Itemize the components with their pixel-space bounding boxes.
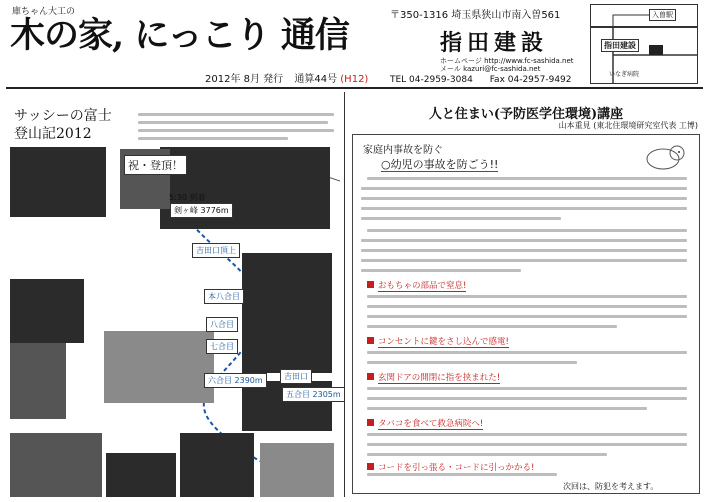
trailhead-label: 吉田口 bbox=[280, 369, 312, 384]
map-station-label: 入曽駅 bbox=[649, 9, 676, 21]
peak-label: 剣ヶ峰 3776m bbox=[170, 203, 233, 218]
start-photo bbox=[10, 433, 102, 497]
bullet-square bbox=[367, 281, 374, 288]
trailhead-photo bbox=[106, 453, 176, 497]
sea-of-clouds-photo bbox=[242, 313, 332, 373]
bullet-square bbox=[367, 337, 374, 344]
fuji-title-line2: 登山記2012 bbox=[14, 126, 92, 142]
bullet-square bbox=[367, 463, 374, 470]
next-issue-note: 次回は、防犯を考えます。 bbox=[563, 482, 659, 491]
crowd-photo bbox=[180, 433, 254, 497]
case-1 bbox=[367, 279, 466, 291]
map-hospital-label: いなぎ病院 bbox=[609, 71, 640, 78]
climbers-photo bbox=[104, 331, 214, 403]
summit-group-photo bbox=[10, 147, 106, 217]
station-label-hon8: 本八合目 bbox=[204, 289, 244, 304]
issue-number: 通算44号 bbox=[294, 74, 338, 85]
web-link[interactable]: ホームページ http://www.fc-sashida.net bbox=[440, 57, 574, 65]
case-4-title: タバコを食べて救急病院へ! bbox=[378, 419, 484, 429]
map-company-label: 指田建設 bbox=[601, 39, 639, 52]
case-5-title: コードを引っ張る・コードに引っかかる! bbox=[378, 463, 535, 473]
station-label-5: 五合目 2305m bbox=[282, 387, 345, 402]
fuji-title-line1: サッシーの富士 bbox=[14, 108, 112, 124]
station-label-7: 七合目 bbox=[206, 339, 238, 354]
location-map bbox=[590, 4, 698, 84]
mascot-icon bbox=[643, 143, 689, 171]
fifth-station-photo bbox=[260, 443, 334, 497]
company-phone bbox=[390, 75, 572, 85]
fuji-title bbox=[14, 107, 112, 143]
column-title: 人と住まい(予防医学住環境)講座 bbox=[428, 107, 624, 122]
station-label-6: 六合目 2390m bbox=[204, 373, 267, 388]
company-web bbox=[440, 57, 574, 73]
issue-info bbox=[205, 70, 368, 85]
summit-celebration-label: 祝・登頂！ bbox=[124, 155, 187, 175]
column-divider bbox=[344, 92, 345, 497]
company-name: 指田建設 bbox=[440, 30, 549, 56]
arrival-time-label: 5:30 到着 bbox=[169, 193, 206, 202]
article-box bbox=[352, 134, 700, 494]
hut-photo bbox=[10, 279, 84, 343]
column-byline: 山本重見 (東北住環境研究室代表 工博) bbox=[558, 121, 698, 130]
night-photo bbox=[242, 253, 332, 313]
case-4 bbox=[367, 417, 483, 429]
case-1-title: おもちゃの部品で窒息! bbox=[378, 281, 467, 291]
case-2 bbox=[367, 335, 509, 347]
station-label-yoshida-top: 吉田口頂上 bbox=[192, 243, 240, 258]
case-2-title: コンセントに鍵をさし込んで感電! bbox=[378, 337, 509, 347]
case-3-title: 玄関ドアの開閉に指を挟まれた! bbox=[378, 373, 501, 383]
masthead-tagline: 庫ちゃん大工の bbox=[12, 7, 76, 17]
newsletter-title: 木の家, にっこり 通信 bbox=[10, 15, 349, 56]
tel-number: TEL 04-2959-3084 bbox=[390, 75, 473, 85]
company-address: 〒350-1316 埼玉県狭山市南入曽561 bbox=[390, 10, 561, 21]
station-label-8: 八合目 bbox=[206, 317, 238, 332]
trail-photo bbox=[10, 343, 66, 419]
case-5 bbox=[367, 461, 534, 473]
email-link[interactable]: メール kazuri@fc-sashida.net bbox=[440, 65, 541, 73]
issue-code: (H12) bbox=[340, 74, 369, 85]
article-subheading-text: ○幼児の事故を防ごう!! bbox=[381, 158, 499, 171]
issue-date: 2012年 8月 発行 bbox=[205, 74, 284, 85]
article-subheading bbox=[381, 156, 498, 172]
health-housing-section bbox=[350, 103, 702, 497]
fax-number: Fax 04-2957-9492 bbox=[489, 75, 572, 85]
fuji-climb-section bbox=[10, 103, 340, 497]
bullet-square bbox=[367, 373, 374, 380]
bullet-square bbox=[367, 419, 374, 426]
article-heading: 家庭内事故を防ぐ bbox=[363, 145, 443, 156]
masthead-rule bbox=[6, 87, 703, 89]
case-3 bbox=[367, 371, 500, 383]
